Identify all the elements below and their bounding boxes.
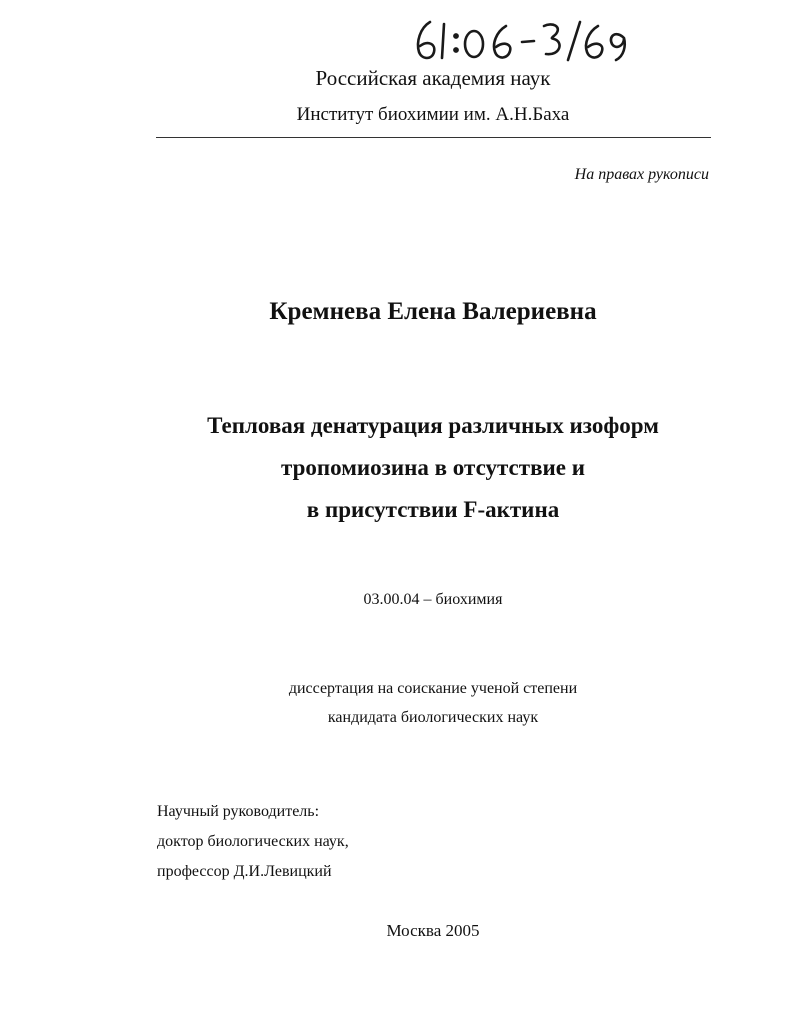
degree-line-1: диссертация на соискание ученой степени xyxy=(288,680,578,697)
institute-name: Институт биохимии им. А.Н.Баха xyxy=(296,104,570,125)
academy-name: Российская академия наук xyxy=(315,66,551,90)
supervisor-label: Научный руководитель: xyxy=(157,803,320,820)
thesis-title-line-2: тропомиозина в отсутствие и xyxy=(281,455,585,480)
supervisor-name: профессор Д.И.Левицкий xyxy=(157,863,332,880)
thesis-title-line-3: в присутствии F-актина xyxy=(306,497,560,522)
thesis-title-line-1: Тепловая денатурация различных изоформ xyxy=(207,413,659,438)
specialty-code: 03.00.04 – биохимия xyxy=(363,591,503,608)
degree-line-2: кандидата биологических наук xyxy=(327,709,539,726)
city-year: Москва 2005 xyxy=(386,921,480,940)
author-name: Кремнева Елена Валериевна xyxy=(269,298,597,325)
supervisor-degree: доктор биологических наук, xyxy=(157,833,349,850)
handwritten-shelfmark xyxy=(410,14,650,66)
header-divider xyxy=(156,137,711,138)
rights-note: На правах рукописи xyxy=(574,166,709,183)
